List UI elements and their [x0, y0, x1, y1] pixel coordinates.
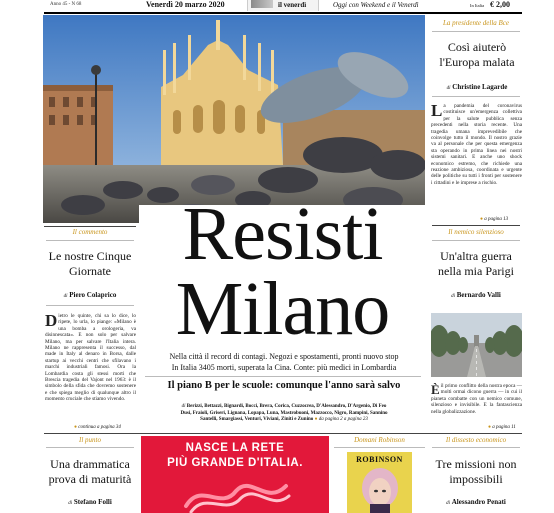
- right-col-continues: [488, 425, 516, 430]
- bottom-left-author: Stefano Folli: [73, 498, 112, 506]
- bottom-right-kicker: Il dissesto economico: [445, 436, 507, 444]
- paris-photo-svg: [431, 313, 522, 377]
- robinson-logo: ROBINSON: [356, 455, 403, 464]
- right-col-title: Un'altra guerra nella mia Parigi: [438, 249, 514, 278]
- left-col-byline: [44, 291, 136, 299]
- byline-prefix: di: [446, 86, 451, 91]
- bottom-left-kicker: Il punto: [79, 436, 101, 444]
- right-col-author: Bernardo Valli: [456, 291, 501, 299]
- bullet-icon: ●: [74, 425, 78, 430]
- article-body: il primo conflitto della nostra epoca — molti ormai dicono guerra — in cui il pianeta combatte con un nemico comune, silenzioso e invisibile. E la fantascienza nella globalizzazione.: [431, 383, 522, 415]
- right-col-byline: [430, 291, 522, 299]
- bullet-icon: ●: [480, 217, 484, 222]
- main-sub-rule: [145, 376, 421, 377]
- continues-text: continua a pagina 34: [78, 425, 121, 430]
- byline-prefix: di: [63, 294, 68, 299]
- left-col-kicker: Il commento: [72, 228, 108, 236]
- header-date: Venerdì 20 marzo 2020: [146, 0, 225, 9]
- authors-prefix: di: [181, 404, 186, 409]
- robinson-rule: [334, 447, 425, 448]
- left-col-rule: [46, 240, 134, 241]
- continues-text: a pagina 13: [484, 217, 509, 222]
- right-col-rule: [432, 240, 520, 241]
- paris-photo: [431, 313, 522, 377]
- issue-number: Anno 45 - N 68: [50, 2, 82, 7]
- left-col-rule-2: [46, 305, 134, 306]
- main-pages: da pagina 2 a pagina 23: [318, 417, 368, 423]
- authors-line: [142, 417, 426, 424]
- header-rule: [44, 12, 522, 14]
- supplement-logo: il venerdì: [278, 1, 307, 9]
- supplement-logo-box: [247, 0, 319, 11]
- main-sub-headline: Il piano B per le scuole: comunque l'anno sarà salvo: [167, 380, 401, 391]
- article-body: a pandemia del coronavirus costituisce un'emergenza collettiva per la salute pubblica senza precedenti nella storia recente. Una tragedia umana imprevedibile che coinvolge tutto il mondo. Il nostro grazie va al personale che per questa emergenza sta operando in prima linea nei nostri sistemi sanitari. E anche uno shock economico estremo, che richiede una reazione ambiziosa, coordinata e urgente delle politiche su tutti i fronti per sostenere i cittadini e le imprese a rischio.: [431, 103, 522, 186]
- bottom-left-byline: [44, 498, 136, 506]
- main-headline-line2: Milano: [175, 267, 390, 351]
- ad-swirl-graphic: [181, 476, 291, 513]
- robinson-kicker: Domani Robinson: [354, 436, 405, 444]
- authors-list-3: Santelli, Smargiassi, Venturi, Viviani, Ziniti e Zunino: [200, 417, 314, 423]
- dropcap: L: [431, 103, 443, 120]
- byline-prefix: di: [446, 501, 450, 506]
- price: € 2,00: [490, 0, 510, 9]
- bullet-icon: ●: [314, 417, 318, 423]
- top-right-body: [431, 103, 522, 215]
- authors-list-2: Dusi, Fraioli, Griseri, Lignana, Lopapa, Luna, Mastrobuoni, Mazzocco, Nigro, Rampini, Sannino: [180, 410, 388, 416]
- bullet-icon: ●: [488, 425, 492, 430]
- authors-list-1: Berizzi, Bettazzi, Bignardi, Bocci, Brera, Corica, Cuzzocrea, D'Alessandro, D'Argenio, Di Feo: [186, 404, 387, 409]
- left-col-top-rule: [44, 226, 136, 227]
- top-right-kicker: La presidente della Bce: [442, 19, 510, 27]
- left-col-continues: [74, 425, 121, 430]
- byline-prefix: di: [451, 294, 455, 299]
- left-col-author: Piero Colaprico: [69, 291, 117, 299]
- main-summary-line1: Nella città il record di contagi. Negozi e spostamenti, pronti nuovo stop: [169, 352, 399, 361]
- robinson-portrait: [355, 466, 405, 513]
- dropcap: È: [431, 383, 440, 397]
- right-col-separator: [432, 225, 520, 226]
- left-col-body: [45, 313, 136, 423]
- bottom-right-author: Alessandro Penati: [451, 498, 506, 506]
- continues-text: a pagina 11: [492, 425, 516, 430]
- bottom-right-byline: [430, 498, 522, 506]
- ad-line-1: NASCE LA RETE: [185, 442, 285, 454]
- right-col-body: [431, 383, 522, 423]
- byline-prefix: di: [68, 501, 73, 506]
- supplement-thumbnail: [251, 0, 273, 8]
- ad-line-2: PIÙ GRANDE D'ITALIA.: [167, 457, 303, 469]
- authors-line: [142, 404, 426, 411]
- bottom-right-rule: [432, 447, 520, 448]
- top-right-author: Christine Lagarde: [452, 83, 508, 91]
- advertisement[interactable]: [141, 436, 329, 513]
- article-body: ietro le quinte, chi sa lo dice, lo ripete, lo urla, lo piange: «Milano è una bomba a orologeria, va disinnescata». E non solo per salvare Milano, ma per salvare l'Italia intera. Milano ne rappresenta il successo, dal made in Italy al denaro in Borsa, dalle startup ai vecchi centri che sfilavano i marchi industriali famosi. Ora la Lombardia costa gli stessi morti che Brescia tragedia del Vajont nel 1963: è il simbolo della sfida che dovremo sostenere e che spiega meglio di qualunque altro il momento cruciale che stiamo vivendo.: [45, 313, 136, 403]
- top-right-rule: [432, 31, 520, 32]
- top-right-continues: [480, 217, 508, 222]
- main-authors: [142, 404, 426, 424]
- main-summary-line2: In Italia 3405 morti, superata la Cina. Conte: più medici in Lombardia: [171, 363, 397, 372]
- right-col-kicker: Il nemico silenzioso: [448, 228, 504, 236]
- today-supplements: Oggi con Weekend e il Venerdì: [333, 1, 419, 9]
- left-col-title: Le nostre Cinque Giornate: [48, 249, 132, 278]
- bottom-left-rule: [46, 447, 134, 448]
- price-label: In Italia: [470, 3, 485, 8]
- bottom-left-title: Una drammatica prova di maturità: [48, 457, 132, 486]
- top-right-title: Così aiuterò l'Europa malata: [439, 40, 515, 69]
- bottom-right-title: Tre missioni non impossibili: [435, 457, 517, 486]
- top-right-byline: [432, 83, 522, 91]
- dropcap: D: [45, 313, 58, 330]
- robinson-cover[interactable]: [347, 452, 412, 513]
- bottom-rule: [44, 433, 522, 434]
- main-headline-line1: Resisti: [182, 192, 383, 276]
- top-right-rule-2: [432, 96, 520, 97]
